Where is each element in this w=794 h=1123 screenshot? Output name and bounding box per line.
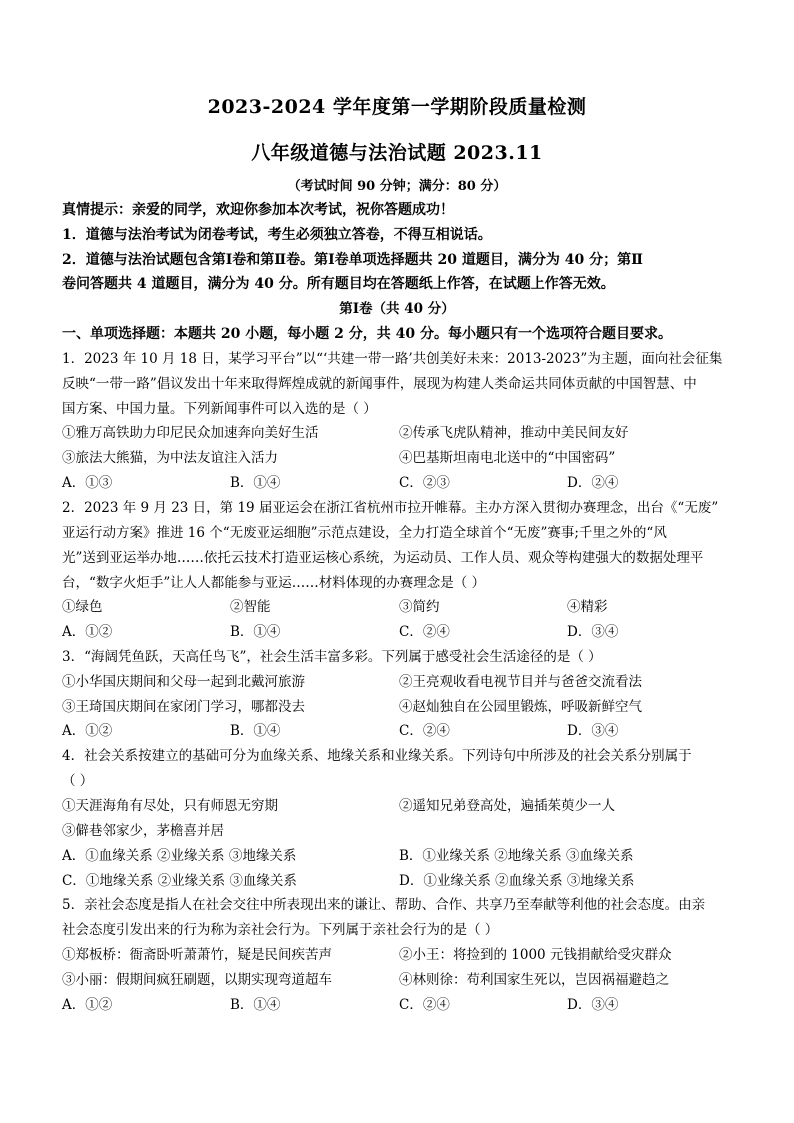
question-3-item-2: ②王亮观收看电视节目并与爸爸交流看法 [399,674,642,690]
question-3-choice-d[interactable]: D．③④ [567,723,619,739]
question-4-choice-d[interactable]: D．①业缘关系 ②血缘关系 ③地缘关系 [399,873,635,889]
question-3-item-4: ④赵灿独自在公园里锻炼，呼吸新鲜空气 [399,699,642,715]
question-3-line-1: 3．“海阔凭鱼跃，天高任鸟飞”，社会生活丰富多彩。下列属于感受社会生活途径的是（ ） [62,649,602,665]
question-4-line-2: （ ） [62,773,94,789]
question-5-line-2: 社会态度引发出来的行为称为亲社会行为。下列属于亲社会行为的是（ ） [62,922,499,938]
question-5-choice-a[interactable]: A．①② [62,997,113,1013]
question-3-item-1: ①小华国庆期间和父母一起到北戴河旅游 [62,674,305,690]
question-2-item-1: ①绿色 [62,599,103,615]
note-1: 1．道德与法治考试为闭卷考试，考生必须独立答卷，不得互相说话。 [62,227,492,243]
question-5-choice-c[interactable]: C．②④ [399,997,450,1013]
question-4-line-1: 4．社会关系按建立的基础可分为血缘关系、地缘关系和业缘关系。下列诗句中所涉及的社会关系分别属于 [62,748,692,764]
question-1-line-1: 1．2023 年 10 月 18 日，某学习平台”以“‘共建一带一路’共创美好未来：2013-2023”为主题，面向社会征集 [62,351,723,367]
question-2-line-4: 台，“数字火炬手”让人人都能参与亚运……材料体现的办赛理念是（ ） [62,575,486,591]
question-1-item-2: ②传承飞虎队精神，推动中美民间友好 [399,425,629,441]
question-4-choice-a[interactable]: A．①血缘关系 ②业缘关系 ③地缘关系 [62,848,297,864]
question-2-choice-c[interactable]: C．②④ [399,624,450,640]
question-2-item-3: ③简约 [399,599,440,615]
question-4-item-2: ②遥知兄弟登高处，遍插茱萸少一人 [399,798,615,814]
exam-title: 2023-2024 学年度第一学期阶段质量检测 [207,96,587,118]
question-1-item-3: ③旅法大熊猫，为中法友谊注入活力 [62,450,278,466]
question-4-item-3: ③僻巷邻家少，茅檐喜并居 [62,823,224,839]
question-2-line-1: 2．2023 年 9 月 23 日，第 19 届亚运会在浙江省杭州市拉开帷幕。主办方深入贯彻办赛理念，出台《“无废” [62,500,719,516]
question-1-choice-c[interactable]: C．②③ [399,475,450,491]
question-3-choice-b[interactable]: B．①④ [230,723,281,739]
question-4-item-1: ①天涯海角有尽处，只有师恩无穷期 [62,798,278,814]
note-2-line-2: 卷问答题共 4 道题目，满分为 40 分。所有题目均在答题纸上作答，在试题上作答无效。 [62,276,615,292]
question-3-choice-a[interactable]: A．①② [62,723,113,739]
question-2-item-2: ②智能 [230,599,271,615]
question-3-item-3: ③王琦国庆期间在家闭门学习，哪都没去 [62,699,305,715]
question-1-line-3: 国方案、中国力量。下列新闻事件可以入选的是（ ） [62,401,377,417]
question-2-line-3: 光”送到亚运举办地……依托云技术打造亚运核心系统，为运动员、工作人员、观众等构建强大的数据处理平 [62,550,704,566]
greeting-note: 真情提示：亲爱的同学，欢迎你参加本次考试，祝你答题成功！ [62,202,454,218]
question-5-item-3: ③小丽：假期间疯狂刷题，以期实现弯道超车 [62,972,332,988]
question-4-choice-b[interactable]: B．①业缘关系 ②地缘关系 ③血缘关系 [399,848,634,864]
question-1-choice-a[interactable]: A．①③ [62,475,113,491]
question-1-choice-b[interactable]: B．①④ [230,475,281,491]
exam-subtitle: 八年级道德与法治试题 2023.11 [251,142,543,164]
question-5-line-1: 5．亲社会态度是指人在社会交往中所表现出来的谦让、帮助、合作、共享乃至奉献等利他的社会态度。由亲 [62,897,706,913]
note-2-line-1: 2．道德与法治试题包含第Ⅰ卷和第Ⅱ卷。第Ⅰ卷单项选择题共 20 道题目，满分为 40 分；第Ⅱ [62,252,643,268]
question-5-item-1: ①郑板桥：衙斋卧听萧萧竹，疑是民间疾苦声 [62,947,332,963]
question-2-choice-d[interactable]: D．③④ [567,624,619,640]
volume-title: 第Ⅰ卷（共 40 分） [339,301,455,317]
exam-info: （考试时间 90 分钟；满分：80 分） [287,179,507,194]
question-1-choice-d[interactable]: D．②④ [567,475,619,491]
question-2-line-2: 亚运行动方案》推进 16 个“无废亚运细胞”示范点建设，全力打造全球首个“无废”赛事;千里之外的“风 [62,525,667,541]
question-5-choice-b[interactable]: B．①④ [230,997,281,1013]
question-2-choice-a[interactable]: A．①② [62,624,113,640]
section-instruction: 一、单项选择题：本题共 20 小题，每小题 2 分，共 40 分。每小题只有一个选项符合题目要求。 [62,326,672,342]
question-3-choice-c[interactable]: C．②④ [399,723,450,739]
question-5-item-4: ④林则徐：苟利国家生死以，岂因祸福避趋之 [399,972,669,988]
question-1-item-4: ④巴基斯坦南电北送中的“中国密码” [399,450,616,466]
question-1-item-1: ①雅万高铁助力印尼民众加速奔向美好生活 [62,425,319,441]
question-5-choice-d[interactable]: D．③④ [567,997,619,1013]
question-5-item-2: ②小王：将捡到的 1000 元钱捐献给受灾群众 [399,947,672,963]
question-2-choice-b[interactable]: B．①④ [230,624,281,640]
question-4-choice-c[interactable]: C．①地缘关系 ②业缘关系 ③血缘关系 [62,873,297,889]
question-1-line-2: 反映“一带一路”倡议发出十年来取得辉煌成就的新闻事件，展现为构建人类命运共同体贡献的中国智慧、中 [62,376,697,392]
question-2-item-4: ④精彩 [567,599,608,615]
